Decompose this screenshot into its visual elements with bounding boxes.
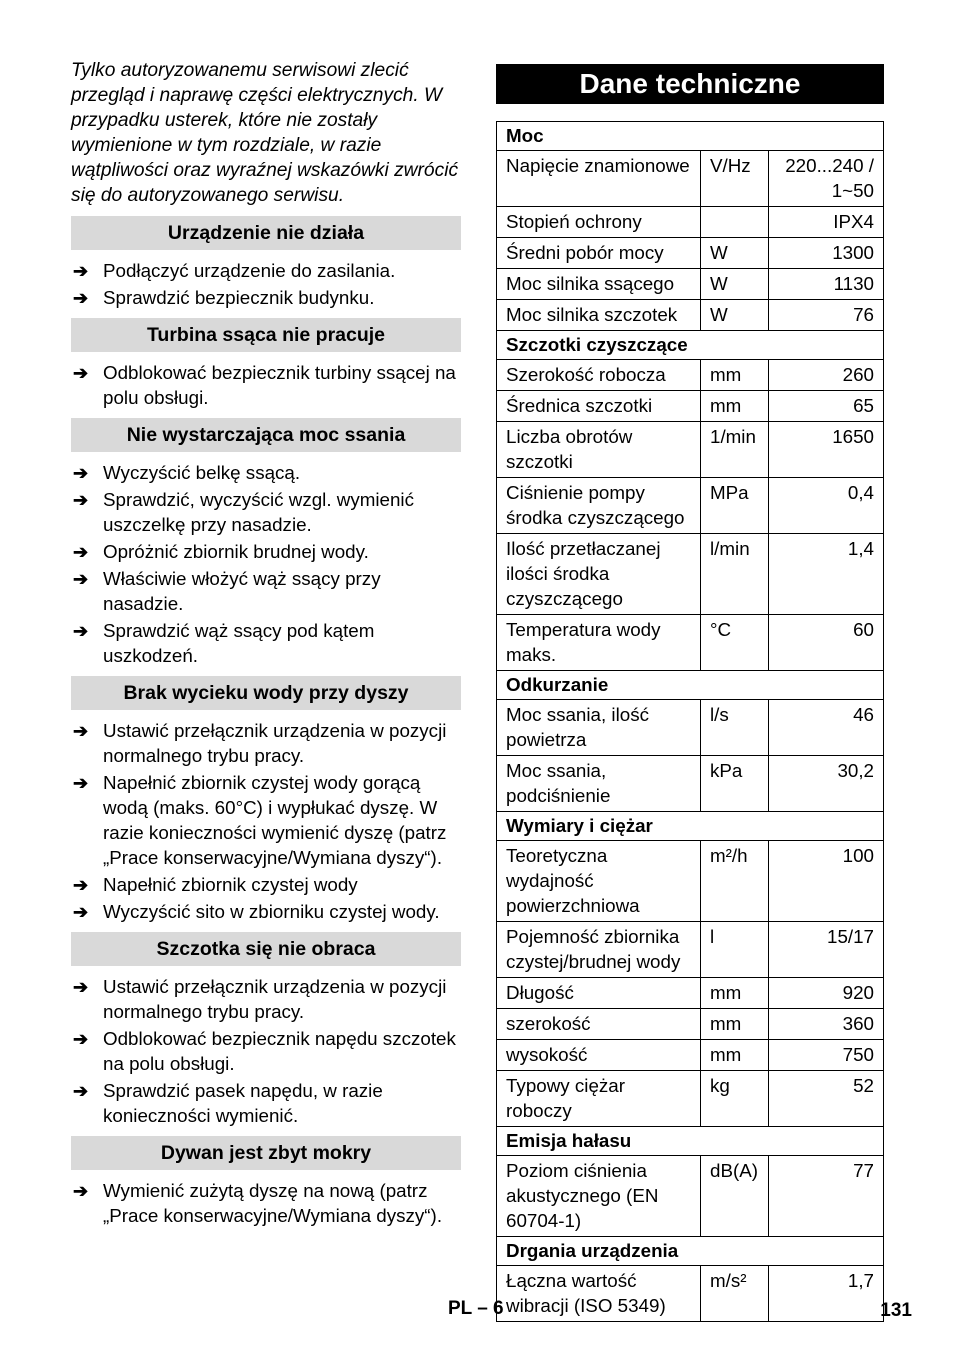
list-item-text: Podłączyć urządzenie do zasilania.: [103, 260, 396, 281]
intro-paragraph: Tylko autoryzowanemu serwisowi zlecić przegląd i naprawę części elektrycznych. W przypadku usterek, które nie zostały wymienione w tym rozdziale, w razie wątpliwości oraz wyraźnej wskazówki zwrócić się do autoryzowanego serwisu.: [71, 60, 459, 206]
list-item: [71, 899, 461, 924]
group-row: [497, 812, 884, 841]
unit-cell: mm: [701, 978, 769, 1009]
group-heading: Drgania urządzenia: [497, 1237, 884, 1266]
list-item-text: Właściwie włożyć wąż ssący przy nasadzie.: [103, 568, 381, 614]
arrow-right-icon: ➔: [73, 773, 89, 793]
group-heading: Emisja hałasu: [497, 1127, 884, 1156]
value-cell: 750: [769, 1040, 884, 1071]
list-item: [71, 618, 461, 668]
arrow-right-icon: ➔: [73, 1081, 89, 1101]
arrow-right-icon: ➔: [73, 288, 89, 308]
table-row: [497, 615, 884, 671]
value-cell: 220...240 / 1~50: [769, 151, 884, 207]
list-item: [71, 487, 461, 537]
value-cell: IPX4: [769, 207, 884, 238]
table-row: [497, 422, 884, 478]
tech-table: [496, 121, 884, 1322]
value-cell: 60: [769, 615, 884, 671]
troubleshooting-sections: [71, 216, 461, 1228]
list-item: [71, 1026, 461, 1076]
section-heading: Urządzenie nie działa: [71, 216, 461, 250]
table-row: [497, 922, 884, 978]
unit-cell: V/Hz: [701, 151, 769, 207]
arrow-right-icon: ➔: [73, 569, 89, 589]
unit-cell: MPa: [701, 478, 769, 534]
table-row: [497, 300, 884, 331]
value-cell: 30,2: [769, 756, 884, 812]
list-item-text: Ustawić przełącznik urządzenia w pozycji normalnego trybu pracy.: [103, 720, 447, 766]
unit-cell: m/s²: [701, 1266, 769, 1322]
value-cell: 0,4: [769, 478, 884, 534]
section-list: [71, 460, 461, 668]
value-cell: 46: [769, 700, 884, 756]
value-cell: 77: [769, 1156, 884, 1237]
parameter-cell: Moc silnika szczotek: [497, 300, 701, 331]
arrow-right-icon: ➔: [73, 363, 89, 383]
section-heading: Nie wystarczająca moc ssania: [71, 418, 461, 452]
value-cell: 1130: [769, 269, 884, 300]
table-row: [497, 700, 884, 756]
list-item: [71, 974, 461, 1024]
parameter-cell: Temperatura wody maks.: [497, 615, 701, 671]
section-heading: Turbina ssąca nie pracuje: [71, 318, 461, 352]
unit-cell: mm: [701, 360, 769, 391]
table-row: [497, 269, 884, 300]
value-cell: 52: [769, 1071, 884, 1127]
list-item: [71, 770, 461, 870]
list-item: [71, 872, 461, 897]
arrow-right-icon: ➔: [73, 542, 89, 562]
section-heading: Brak wycieku wody przy dyszy: [71, 676, 461, 710]
list-item-text: Wyczyścić belkę ssącą.: [103, 462, 301, 483]
list-item-text: Sprawdzić wąż ssący pod kątem uszkodzeń.: [103, 620, 375, 666]
list-item-text: Sprawdzić bezpiecznik budynku.: [103, 287, 375, 308]
list-item-text: Sprawdzić pasek napędu, w razie konieczności wymienić.: [103, 1080, 383, 1126]
unit-cell: kPa: [701, 756, 769, 812]
unit-cell: l/s: [701, 700, 769, 756]
table-row: [497, 756, 884, 812]
table-row: [497, 1071, 884, 1127]
table-row: [497, 978, 884, 1009]
list-item: [71, 539, 461, 564]
parameter-cell: Moc ssania, ilość powietrza: [497, 700, 701, 756]
table-row: [497, 360, 884, 391]
section-heading: Szczotka się nie obraca: [71, 932, 461, 966]
unit-cell: mm: [701, 1040, 769, 1071]
table-row: [497, 534, 884, 615]
value-cell: 1650: [769, 422, 884, 478]
value-cell: 1,7: [769, 1266, 884, 1322]
parameter-cell: wysokość: [497, 1040, 701, 1071]
list-item-text: Odblokować bezpiecznik napędu szczotek na polu obsługi.: [103, 1028, 456, 1074]
group-row: [497, 671, 884, 700]
parameter-cell: Średnica szczotki: [497, 391, 701, 422]
group-heading: Wymiary i ciężar: [497, 812, 884, 841]
footer-page-number: 131: [880, 1300, 912, 1321]
arrow-right-icon: ➔: [73, 490, 89, 510]
list-item: [71, 460, 461, 485]
section-heading: Dywan jest zbyt mokry: [71, 1136, 461, 1170]
value-cell: 920: [769, 978, 884, 1009]
list-item-text: Wymienić zużytą dyszę na nową (patrz „Prace konserwacyjne/Wymiana dyszy“).: [103, 1180, 443, 1226]
unit-cell: m²/h: [701, 841, 769, 922]
parameter-cell: szerokość: [497, 1009, 701, 1040]
parameter-cell: Liczba obrotów szczotki: [497, 422, 701, 478]
left-column: [71, 58, 461, 1236]
list-item: [71, 1178, 461, 1228]
list-item: [71, 566, 461, 616]
unit-cell: mm: [701, 1009, 769, 1040]
section-list: [71, 974, 461, 1128]
list-item: [71, 718, 461, 768]
parameter-cell: Napięcie znamionowe: [497, 151, 701, 207]
unit-cell: l/min: [701, 534, 769, 615]
table-row: [497, 151, 884, 207]
unit-cell: dB(A): [701, 1156, 769, 1237]
right-column: [496, 64, 884, 1322]
section-list: [71, 258, 461, 310]
group-heading: Moc: [497, 122, 884, 151]
parameter-cell: Pojemność zbiornika czystej/brudnej wody: [497, 922, 701, 978]
group-row: [497, 1237, 884, 1266]
group-row: [497, 122, 884, 151]
value-cell: 15/17: [769, 922, 884, 978]
arrow-right-icon: ➔: [73, 1181, 89, 1201]
parameter-cell: Typowy ciężar roboczy: [497, 1071, 701, 1127]
arrow-right-icon: ➔: [73, 621, 89, 641]
list-item: [71, 1078, 461, 1128]
arrow-right-icon: ➔: [73, 902, 89, 922]
list-item: [71, 285, 461, 310]
unit-cell: W: [701, 238, 769, 269]
list-item-text: Opróżnić zbiornik brudnej wody.: [103, 541, 369, 562]
table-row: [497, 238, 884, 269]
unit-cell: 1/min: [701, 422, 769, 478]
table-row: [497, 1040, 884, 1071]
unit-cell: W: [701, 269, 769, 300]
value-cell: 260: [769, 360, 884, 391]
value-cell: 65: [769, 391, 884, 422]
arrow-right-icon: ➔: [73, 977, 89, 997]
value-cell: 360: [769, 1009, 884, 1040]
group-row: [497, 1127, 884, 1156]
unit-cell: kg: [701, 1071, 769, 1127]
arrow-right-icon: ➔: [73, 875, 89, 895]
footer-language-page: PL – 6: [448, 1298, 504, 1319]
unit-cell: l: [701, 922, 769, 978]
parameter-cell: Ciśnienie pompy środka czyszczącego: [497, 478, 701, 534]
value-cell: 76: [769, 300, 884, 331]
parameter-cell: Stopień ochrony: [497, 207, 701, 238]
parameter-cell: Moc ssania, podciśnienie: [497, 756, 701, 812]
parameter-cell: Teoretyczna wydajność powierzchniowa: [497, 841, 701, 922]
arrow-right-icon: ➔: [73, 463, 89, 483]
table-row: [497, 1266, 884, 1322]
parameter-cell: Ilość przetłaczanej ilości środka czyszczącego: [497, 534, 701, 615]
unit-cell: mm: [701, 391, 769, 422]
parameter-cell: Szerokość robocza: [497, 360, 701, 391]
table-row: [497, 1009, 884, 1040]
section-list: [71, 1178, 461, 1228]
parameter-cell: Moc silnika ssącego: [497, 269, 701, 300]
list-item: [71, 360, 461, 410]
arrow-right-icon: ➔: [73, 1029, 89, 1049]
list-item-text: Napełnić zbiornik czystej wody: [103, 874, 358, 895]
table-row: [497, 478, 884, 534]
tech-title: Dane techniczne: [496, 64, 884, 104]
arrow-right-icon: ➔: [73, 261, 89, 281]
section-list: [71, 360, 461, 410]
parameter-cell: Średni pobór mocy: [497, 238, 701, 269]
parameter-cell: Długość: [497, 978, 701, 1009]
value-cell: 1,4: [769, 534, 884, 615]
list-item: [71, 258, 461, 283]
group-heading: Odkurzanie: [497, 671, 884, 700]
group-heading: Szczotki czyszczące: [497, 331, 884, 360]
unit-cell: W: [701, 300, 769, 331]
list-item-text: Ustawić przełącznik urządzenia w pozycji normalnego trybu pracy.: [103, 976, 447, 1022]
list-item-text: Wyczyścić sito w zbiorniku czystej wody.: [103, 901, 440, 922]
list-item-text: Napełnić zbiornik czystej wody gorącą wodą (maks. 60°C) i wypłukać dyszę. W razie konieczności wymienić dyszę (patrz „Prace konserwacyjne/Wymiana dyszy“).: [103, 772, 447, 868]
unit-cell: [701, 207, 769, 238]
table-row: [497, 207, 884, 238]
table-row: [497, 391, 884, 422]
arrow-right-icon: ➔: [73, 721, 89, 741]
unit-cell: °C: [701, 615, 769, 671]
parameter-cell: Poziom ciśnienia akustycznego (EN 60704-1): [497, 1156, 701, 1237]
value-cell: 1300: [769, 238, 884, 269]
table-row: [497, 1156, 884, 1237]
section-list: [71, 718, 461, 924]
list-item-text: Sprawdzić, wyczyścić wzgl. wymienić uszczelkę przy nasadzie.: [103, 489, 414, 535]
group-row: [497, 331, 884, 360]
list-item-text: Odblokować bezpiecznik turbiny ssącej na polu obsługi.: [103, 362, 456, 408]
value-cell: 100: [769, 841, 884, 922]
parameter-cell: Łączna wartość wibracji (ISO 5349): [497, 1266, 701, 1322]
table-row: [497, 841, 884, 922]
